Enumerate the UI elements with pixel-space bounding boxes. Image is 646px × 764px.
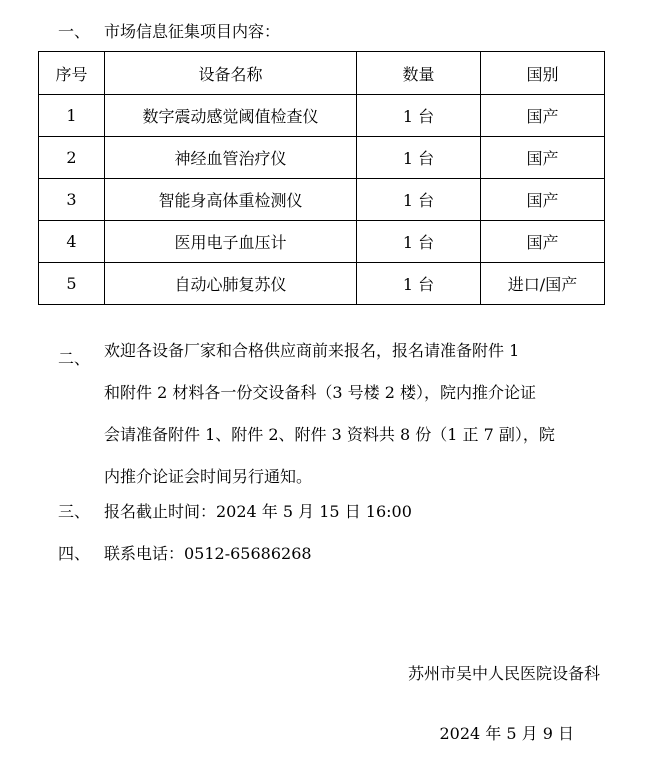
table-header-row — [39, 52, 605, 95]
cell-origin: 国产 — [481, 179, 605, 221]
section-1-number: 一、 — [58, 22, 91, 41]
cell-serial: 4 — [39, 221, 105, 263]
equipment-table — [38, 51, 605, 305]
cell-serial: 1 — [39, 95, 105, 137]
cell-quantity: 1 台 — [357, 137, 481, 179]
section-2-number: 二、 — [58, 349, 91, 368]
table-row — [39, 221, 605, 263]
cell-origin: 国产 — [481, 95, 605, 137]
cell-serial: 5 — [39, 263, 105, 305]
cell-quantity: 1 台 — [357, 95, 481, 137]
cell-equipment-name: 医用电子血压计 — [105, 221, 357, 263]
section-2-line-4: 内推介论证会时间另行通知。 — [104, 467, 313, 486]
cell-quantity: 1 台 — [357, 263, 481, 305]
table-row — [39, 95, 605, 137]
cell-equipment-name: 神经血管治疗仪 — [105, 137, 357, 179]
table-row — [39, 263, 605, 305]
section-3-number: 三、 — [58, 502, 91, 521]
table-row — [39, 137, 605, 179]
issue-date: 2024 年 5 月 9 日 — [439, 724, 574, 743]
cell-serial: 3 — [39, 179, 105, 221]
header-serial: 序号 — [39, 52, 105, 95]
issuer-signature: 苏州市吴中人民医院设备科 — [407, 664, 600, 683]
cell-origin: 国产 — [481, 137, 605, 179]
cell-equipment-name: 数字震动感觉阈值检查仪 — [105, 95, 357, 137]
header-origin: 国别 — [481, 52, 605, 95]
cell-quantity: 1 台 — [357, 221, 481, 263]
cell-serial: 2 — [39, 137, 105, 179]
cell-quantity: 1 台 — [357, 179, 481, 221]
registration-deadline: 报名截止时间：2024 年 5 月 15 日 16:00 — [104, 502, 412, 521]
cell-origin: 进口/国产 — [481, 263, 605, 305]
section-4-number: 四、 — [58, 544, 91, 563]
header-equipment-name: 设备名称 — [105, 52, 357, 95]
section-1-title: 市场信息征集项目内容： — [104, 22, 281, 41]
cell-equipment-name: 自动心肺复苏仪 — [105, 263, 357, 305]
header-quantity: 数量 — [357, 52, 481, 95]
section-2-line-3: 会请准备附件 1、附件 2、附件 3 资料共 8 份（1 正 7 副），院 — [104, 425, 555, 444]
cell-equipment-name: 智能身高体重检测仪 — [105, 179, 357, 221]
contact-phone: 联系电话：0512-65686268 — [104, 544, 312, 563]
cell-origin: 国产 — [481, 221, 605, 263]
table-row — [39, 179, 605, 221]
section-2-line-2: 和附件 2 材料各一份交设备科（3 号楼 2 楼），院内推介论证 — [104, 383, 536, 402]
section-2-line-1: 欢迎各设备厂家和合格供应商前来报名，报名请准备附件 1 — [104, 341, 520, 360]
